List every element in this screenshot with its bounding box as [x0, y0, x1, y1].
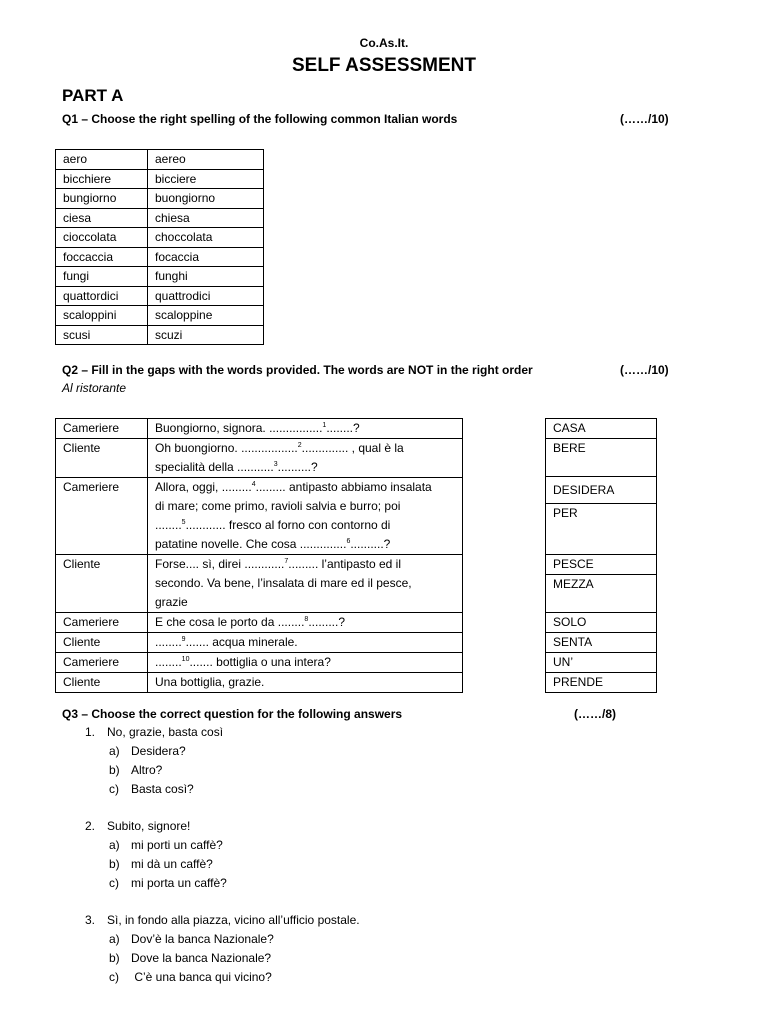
spelling-row — [56, 306, 264, 326]
spelling-option-b: quattrodici — [148, 286, 264, 306]
spelling-row — [56, 189, 264, 209]
dialogue-line: Allora, oggi, .........$^4$......... antipasto abbiamo insalata di mare; come primo, ravioli salvia e burro; poi ........$^5$............ fresco al forno con contorno di patatine novelle. Che cosa ..............$^6$..........? — [148, 478, 463, 555]
word-bank-item: PESCE — [546, 555, 657, 575]
spelling-row — [56, 267, 264, 287]
q2-label: Q2 – Fill in the gaps with the words provided. The words are NOT in the right order — [62, 363, 533, 377]
speaker: Cameriere — [56, 613, 148, 633]
spelling-row — [56, 286, 264, 306]
word-bank-item: SENTA — [546, 633, 657, 653]
q3-answer: Subito, signore! — [107, 819, 191, 833]
q1-score: (……/10) — [620, 112, 669, 126]
q1-spelling-table — [55, 149, 264, 345]
spelling-option-b: aereo — [148, 150, 264, 170]
q3-label: Q3 – Choose the correct question for the following answers — [62, 707, 403, 721]
spelling-row — [56, 325, 264, 345]
dialogue-row — [56, 478, 463, 555]
speaker: Cameriere — [56, 478, 148, 555]
spelling-option-a: bungiorno — [56, 189, 148, 209]
spelling-option-b: choccolata — [148, 228, 264, 248]
spelling-option-a: cioccolata — [56, 228, 148, 248]
q3-item-2: 2. Subito, signore! a) mi porti un caffè? b) mi dà un caffè? c) mi porta un caffè? — [85, 817, 227, 893]
option: b) mi dà un caffè? — [109, 857, 213, 871]
option: c) C’è una banca qui vicino? — [109, 970, 272, 984]
spelling-option-a: ciesa — [56, 208, 148, 228]
option: c) Basta così? — [109, 782, 194, 796]
spelling-option-a: scaloppini — [56, 306, 148, 326]
word-bank-item: PER — [546, 504, 657, 555]
spelling-option-b: buongiorno — [148, 189, 264, 209]
word-bank-item: UN’ — [546, 653, 657, 673]
dialogue-row — [56, 613, 463, 633]
dialogue-table — [55, 418, 463, 693]
speaker: Cliente — [56, 633, 148, 653]
q2-subtitle: Al ristorante — [62, 381, 127, 395]
dialogue-line: ........$^9$....... acqua minerale. — [148, 633, 463, 653]
page-title: SELF ASSESSMENT — [291, 55, 477, 76]
q3-item-3: 3. Sì, in fondo alla piazza, vicino all’ufficio postale. a) Dov’è la banca Nazionale? b) Dove la banca Nazionale? c) C’è una banca qui vicino? — [85, 911, 360, 987]
spelling-row — [56, 208, 264, 228]
part-heading: PART A — [62, 86, 124, 105]
speaker: Cliente — [56, 439, 148, 478]
dialogue-row — [56, 653, 463, 673]
spelling-option-a: aero — [56, 150, 148, 170]
option: c) mi porta un caffè? — [109, 876, 227, 890]
dialogue-line: Buongiorno, signora. ................$^1$........? — [148, 419, 463, 439]
word-bank-item: DESIDERA — [546, 477, 657, 504]
word-bank-item: CASA — [546, 419, 657, 439]
word-bank-table — [545, 418, 657, 693]
dialogue-line: ........$^{10}$....... bottiglia o una intera? — [148, 653, 463, 673]
spelling-option-b: bicciere — [148, 169, 264, 189]
option: b) Dove la banca Nazionale? — [109, 951, 272, 965]
dialogue-row — [56, 555, 463, 613]
option: a) Desidera? — [109, 744, 186, 758]
spelling-option-b: funghi — [148, 267, 264, 287]
q3-item-1: 1. No, grazie, basta così a) Desidera? b) Altro? c) Basta così? — [85, 723, 223, 799]
dialogue-line: Una bottiglia, grazie. — [148, 673, 463, 693]
spelling-option-b: focaccia — [148, 247, 264, 267]
q2-score: (……/10) — [620, 363, 669, 377]
speaker: Cameriere — [56, 653, 148, 673]
dialogue-row — [56, 419, 463, 439]
spelling-option-a: quattordici — [56, 286, 148, 306]
spelling-row — [56, 228, 264, 248]
word-bank-item: BERE — [546, 439, 657, 477]
spelling-option-b: chiesa — [148, 208, 264, 228]
q3-answer: No, grazie, basta così — [107, 725, 224, 739]
spelling-option-b: scuzi — [148, 325, 264, 345]
dialogue-line: Oh buongiorno. .................$^2$.............. , qual è la specialità della ...........$^3$..........? — [148, 439, 463, 478]
q1-label: Q1 – Choose the right spelling of the following common Italian words — [62, 112, 458, 126]
spelling-option-a: fungi — [56, 267, 148, 287]
word-bank-item: SOLO — [546, 613, 657, 633]
spelling-option-a: foccaccia — [56, 247, 148, 267]
spelling-row — [56, 169, 264, 189]
dialogue-row — [56, 439, 463, 478]
dialogue-line: E che cosa le porto da ........$^8$.........? — [148, 613, 463, 633]
spelling-row — [56, 150, 264, 170]
q3-answer: Sì, in fondo alla piazza, vicino all’ufficio postale. — [107, 913, 360, 927]
spelling-option-a: bicchiere — [56, 169, 148, 189]
spelling-row — [56, 247, 264, 267]
word-bank-item: MEZZA — [546, 575, 657, 613]
speaker: Cliente — [56, 555, 148, 613]
option: a) Dov’è la banca Nazionale? — [109, 932, 274, 946]
option: b) Altro? — [109, 763, 163, 777]
dialogue-row — [56, 673, 463, 693]
spelling-option-b: scaloppine — [148, 306, 264, 326]
q3-score: (……/8) — [574, 707, 616, 721]
speaker: Cameriere — [56, 419, 148, 439]
word-bank-item: PRENDE — [546, 673, 657, 693]
speaker: Cliente — [56, 673, 148, 693]
spelling-option-a: scusi — [56, 325, 148, 345]
dialogue-row — [56, 633, 463, 653]
dialogue-line: Forse.... sì, direi ............$^7$......... l’antipasto ed il secondo. Va bene, l’insalata di mare ed il pesce, grazie — [148, 555, 463, 613]
organization-name: Co.As.It. — [359, 36, 409, 50]
option: a) mi porti un caffè? — [109, 838, 223, 852]
